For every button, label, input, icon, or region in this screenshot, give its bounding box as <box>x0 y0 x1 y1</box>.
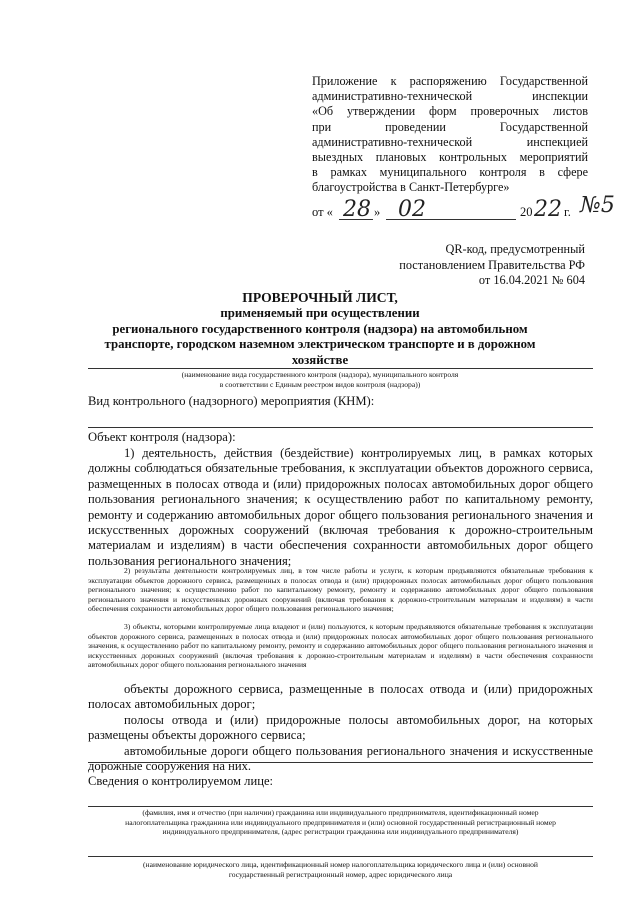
person-caption <box>88 808 593 837</box>
date-year-prefix: 20 <box>520 205 533 219</box>
caption-line: в соответствии с Единым реестром видов контроля (надзора)) <box>219 379 421 389</box>
order-number-handwritten: №5 <box>580 193 615 218</box>
knm-label: Вид контрольного (надзорного) мероприятия (КНМ): <box>88 394 375 408</box>
object-entry-strips: полосы отвода и (или) придорожные полосы автомобильных дорог, на которых размещены объекты дорожного сервиса; <box>88 712 593 743</box>
object-field-line <box>88 762 593 763</box>
caption-line: (фамилия, имя и отчество (при наличии) гражданина или индивидуального предпринимателя, идентификационный номер <box>142 808 539 817</box>
object-item-2-text: 2) результаты деятельности контролируемых лиц, в том числе работы и услуги, к которым предъявляются обязательные требования к эксплуатации объектов дорожного сервиса, размещенных в полосах отвода и (или) придорожных полосах автомобильных дорог общего пользования регионального значения; к осуществлению работ по капитальному ремонту, ремонту и содержанию автомобильных дорог общего пользования регионального значения и искусственных дорожных сооружений (включая требования к дорожно-строительным материалам и изделиям) в части обеспечения сохранности автомобильных дорог общего пользования регионального значения; <box>88 566 593 614</box>
appendix-line: административно-технической инспекции <box>312 89 588 104</box>
appendix-line: Приложение к распоряжению Государственной <box>312 74 588 88</box>
appendix-line: благоустройства в Санкт-Петербурге» <box>312 180 510 195</box>
caption-line: (наименование вида государственного контроля (надзора), муниципального контроля <box>181 370 459 379</box>
date-day-handwritten: 28 <box>343 197 371 222</box>
caption-line: индивидуального предпринимателя, (адрес регистрации гражданина или индивидуального предпринимателя) <box>162 827 519 837</box>
object-item-1-text: 1) деятельность, действия (бездействие) контролируемых лиц, в рамках которых должны соблюдаться обязательные требования, к эксплуатации объектов дорожного сервиса, размещенных в полосах отвода и (или) придорожных полосах автомобильных дорог общего пользования регионального значения; к осуществлению работ по капитальному ремонту, ремонту и содержанию автомобильных дорог общего пользования регионального значения и искусственных дорожных сооружений (включая требования к дорожно-строительным материалам и изделиям) в части обеспечения сохранности автомобильных дорог общего пользования регионального значения; <box>88 446 593 568</box>
knm-field-line <box>88 427 593 428</box>
controlled-person-label: Сведения о контролируемом лице: <box>88 774 274 788</box>
date-month-handwritten: 02 <box>398 197 426 222</box>
caption-line: (наименование юридического лица, идентификационный номер налогоплательщика юридического лица и (или) основной <box>143 860 538 869</box>
title-line: транспорте, городском наземном электрическом транспорте и в дорожном <box>104 337 536 352</box>
appendix-line: выездных плановых контрольных мероприятий <box>312 150 588 165</box>
order-date-line <box>312 193 615 229</box>
object-item-1 <box>88 446 593 569</box>
date-suffix: г. <box>564 205 571 219</box>
object-list <box>88 682 593 774</box>
appendix-header <box>312 74 588 196</box>
appendix-line: «Об утверждении форм проверочных листов <box>312 104 588 119</box>
legal-entity-caption <box>88 860 593 879</box>
object-entry-roadside: объекты дорожного сервиса, размещенные в полосах отвода и (или) придорожных полосах автомобильных дорог; <box>88 682 593 712</box>
qr-note-line: от 16.04.2021 № 604 <box>478 273 585 287</box>
object-entry-roads: автомобильные дороги общего пользования регионального значения и искусственные дорожные сооружения на них. <box>88 743 593 774</box>
date-year-handwritten: 22 <box>534 197 562 222</box>
person-field-line <box>88 806 593 807</box>
object-item-2 <box>88 566 593 614</box>
title-line: регионального государственного контроля (надзора) на автомобильном <box>112 321 528 336</box>
date-mid: » <box>374 205 381 219</box>
title-line: хозяйстве <box>291 353 349 368</box>
appendix-line: при проведении Государственной <box>312 119 588 134</box>
caption-line: налогоплательщика гражданина или индивидуального предпринимателя и (или) основной государственный регистрационный номер <box>125 817 556 827</box>
appendix-line: административно-технической инспекцией <box>312 134 588 149</box>
object-item-3 <box>88 622 593 670</box>
document-title <box>60 290 580 369</box>
title-heading: ПРОВЕРОЧНЫЙ ЛИСТ, <box>242 290 398 305</box>
object-item-3-text: 3) объекты, которыми контролируемые лица владеют и (или) пользуются, к которым предъявляются обязательные требования к эксплуатации объектов дорожного сервиса, размещенных в полосах отвода и (или) придорожных полосах автомобильных дорог общего пользования регионального значения, к осуществлению работ по капитальному ремонту, ремонту и содержанию автомобильных дорог общего пользования регионального значения и искусственных дорожных сооружений (включая требования к дорожно-строительным материалам и изделиям) в части обеспечения сохранности автомобильных дорог общего пользования регионального значения <box>88 622 593 670</box>
appendix-line: в рамках муниципального контроля в сфере <box>312 165 588 180</box>
control-kind-field-line <box>88 368 593 369</box>
legal-entity-field-line <box>88 856 593 857</box>
qr-note-line: QR-код, предусмотренный <box>445 242 585 256</box>
title-line: применяемый при осуществлении <box>220 305 420 320</box>
qr-note-line: постановлением Правительства РФ <box>399 257 585 272</box>
qr-code-note <box>380 242 585 289</box>
object-label: Объект контроля (надзора): <box>88 430 236 444</box>
control-kind-caption <box>100 370 540 389</box>
caption-line: государственный регистрационный номер, адрес юридического лица <box>228 869 453 879</box>
date-prefix: от « <box>312 205 333 219</box>
